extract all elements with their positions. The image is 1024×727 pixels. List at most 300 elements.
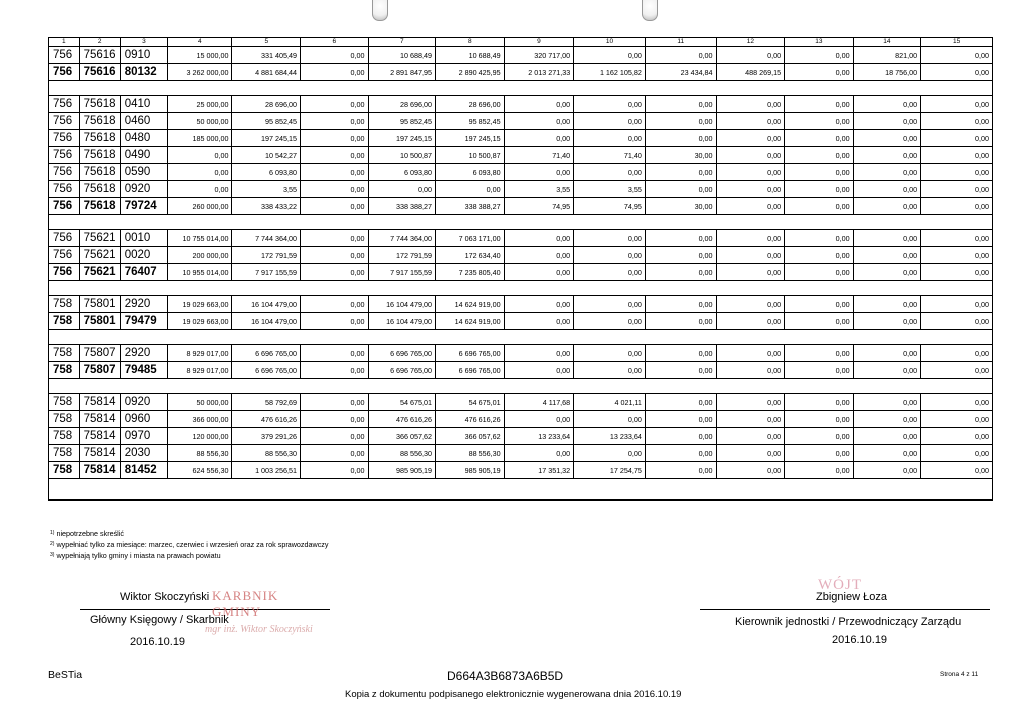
table-cell: 0,00 <box>645 113 716 130</box>
table-cell: 331 405,49 <box>232 47 301 64</box>
table-cell: 338 388,27 <box>436 198 505 215</box>
table-cell: 260 000,00 <box>168 198 232 215</box>
column-number: 11 <box>645 38 716 47</box>
table-cell: 95 852,45 <box>368 113 436 130</box>
table-cell: 0,00 <box>716 130 785 147</box>
table-cell: 0,00 <box>921 362 993 379</box>
table-cell: 0,00 <box>645 264 716 281</box>
table-cell: 88 556,30 <box>232 445 301 462</box>
signer-role: Kierownik jednostki / Przewodniczący Zarządu <box>735 616 962 628</box>
table-cell: 0,00 <box>574 164 646 181</box>
table-row <box>49 147 993 164</box>
sign-date: 2016.10.19 <box>130 636 186 648</box>
table-cell: 0,00 <box>785 462 854 479</box>
budget-table <box>48 37 993 501</box>
table-cell: 16 104 479,00 <box>232 296 301 313</box>
table-cell: 75618 <box>79 147 120 164</box>
table-cell: 0,00 <box>301 313 369 330</box>
table-cell: 23 434,84 <box>645 64 716 81</box>
table-cell: 758 <box>49 394 80 411</box>
table-cell: 25 000,00 <box>168 96 232 113</box>
table-row <box>49 445 993 462</box>
table-cell: 758 <box>49 345 80 362</box>
table-cell: 0,00 <box>853 313 921 330</box>
table-cell: 0,00 <box>436 181 505 198</box>
table-cell: 0,00 <box>645 247 716 264</box>
table-cell: 0,00 <box>921 445 993 462</box>
table-cell: 0,00 <box>645 428 716 445</box>
table-cell: 756 <box>49 113 80 130</box>
table-cell: 0,00 <box>716 113 785 130</box>
table-cell: 476 616,26 <box>232 411 301 428</box>
table-cell: 75618 <box>79 198 120 215</box>
table-cell: 2 891 847,95 <box>368 64 436 81</box>
table-cell: 0,00 <box>716 164 785 181</box>
column-number: 8 <box>436 38 505 47</box>
table-cell: 197 245,15 <box>368 130 436 147</box>
table-cell: 0,00 <box>301 411 369 428</box>
table-cell: 0,00 <box>716 181 785 198</box>
column-number: 5 <box>232 38 301 47</box>
table-cell: 0,00 <box>785 164 854 181</box>
table-cell: 75807 <box>79 362 120 379</box>
table-cell: 16 104 479,00 <box>368 296 436 313</box>
table-cell: 14 624 919,00 <box>436 313 505 330</box>
column-number: 13 <box>785 38 854 47</box>
table-cell: 0,00 <box>574 113 646 130</box>
table-cell: 0,00 <box>853 198 921 215</box>
table-cell: 0,00 <box>853 230 921 247</box>
table-cell: 0,00 <box>301 130 369 147</box>
table-cell: 0,00 <box>785 394 854 411</box>
table-row <box>49 47 993 64</box>
table-cell: 6 696 765,00 <box>368 345 436 362</box>
table-cell: 756 <box>49 130 80 147</box>
table-cell: 0,00 <box>574 47 646 64</box>
table-cell: 15 000,00 <box>168 47 232 64</box>
table-cell: 0,00 <box>574 96 646 113</box>
table-cell: 0,00 <box>301 362 369 379</box>
table-cell: 88 556,30 <box>368 445 436 462</box>
table-cell: 0,00 <box>785 362 854 379</box>
table-cell: 0,00 <box>504 313 574 330</box>
table-cell: 7 744 364,00 <box>368 230 436 247</box>
table-row <box>49 96 993 113</box>
table-cell: 756 <box>49 264 80 281</box>
table-cell: 0,00 <box>716 230 785 247</box>
table-cell: 1 003 256,51 <box>232 462 301 479</box>
column-number: 7 <box>368 38 436 47</box>
table-cell: 28 696,00 <box>436 96 505 113</box>
table-cell: 75807 <box>79 345 120 362</box>
table-cell: 6 696 765,00 <box>436 362 505 379</box>
table-cell: 0,00 <box>785 296 854 313</box>
table-cell: 0460 <box>120 113 167 130</box>
table-cell: 79485 <box>120 362 167 379</box>
table-cell: 0,00 <box>645 445 716 462</box>
table-cell: 0,00 <box>574 411 646 428</box>
table-cell: 758 <box>49 445 80 462</box>
table-cell: 0,00 <box>921 181 993 198</box>
official-stamp: KARBNIK GMINY <box>212 588 279 619</box>
table-cell: 0590 <box>120 164 167 181</box>
table-cell: 0,00 <box>301 113 369 130</box>
table-cell: 0,00 <box>785 147 854 164</box>
signer-name: Zbigniew Łoza <box>816 591 887 603</box>
table-row <box>49 428 993 445</box>
table-cell: 0,00 <box>921 313 993 330</box>
table-cell: 10 500,87 <box>368 147 436 164</box>
table-cell: 75621 <box>79 247 120 264</box>
table-cell: 0,00 <box>921 264 993 281</box>
sign-date: 2016.10.19 <box>832 634 888 646</box>
table-row-total <box>49 198 993 215</box>
table-cell: 756 <box>49 198 80 215</box>
table-cell: 0,00 <box>785 313 854 330</box>
table-cell: 0,00 <box>301 445 369 462</box>
table-cell: 0,00 <box>921 230 993 247</box>
table-cell: 0,00 <box>921 296 993 313</box>
table-cell: 758 <box>49 313 80 330</box>
table-cell: 0,00 <box>168 164 232 181</box>
table-cell: 0,00 <box>921 247 993 264</box>
signature-head <box>700 577 990 646</box>
table-cell: 0,00 <box>853 394 921 411</box>
table-cell: 7 744 364,00 <box>232 230 301 247</box>
punch-hole-left <box>372 0 388 21</box>
table-cell: 0,00 <box>853 247 921 264</box>
table-cell: 3,55 <box>232 181 301 198</box>
table-cell: 756 <box>49 47 80 64</box>
group-separator <box>49 215 993 230</box>
table-cell: 185 000,00 <box>168 130 232 147</box>
table-cell: 0,00 <box>785 96 854 113</box>
table-cell: 0920 <box>120 394 167 411</box>
table-cell: 0,00 <box>645 296 716 313</box>
table-cell: 4 117,68 <box>504 394 574 411</box>
table-cell: 0,00 <box>645 345 716 362</box>
page-number: Strona 4 z 11 <box>940 671 979 678</box>
column-number: 10 <box>574 38 646 47</box>
column-number: 15 <box>921 38 993 47</box>
table-cell: 0,00 <box>716 96 785 113</box>
table-cell: 0,00 <box>921 462 993 479</box>
table-cell: 0,00 <box>921 428 993 445</box>
table-cell: 0,00 <box>853 345 921 362</box>
table-cell: 0,00 <box>168 147 232 164</box>
table-cell: 985 905,19 <box>436 462 505 479</box>
table-cell: 320 717,00 <box>504 47 574 64</box>
column-number: 2 <box>79 38 120 47</box>
table-cell: 0,00 <box>716 264 785 281</box>
table-row <box>49 130 993 147</box>
table-cell: 0,00 <box>368 181 436 198</box>
table-cell: 6 696 765,00 <box>232 345 301 362</box>
table-cell: 756 <box>49 230 80 247</box>
table-cell: 172 791,59 <box>232 247 301 264</box>
signer-role: Główny Księgowy / Skarbnik <box>90 614 229 626</box>
table-cell: 0910 <box>120 47 167 64</box>
table-cell: 0,00 <box>574 230 646 247</box>
table-cell: 0,00 <box>645 164 716 181</box>
table-cell: 0,00 <box>785 264 854 281</box>
table-cell: 19 029 663,00 <box>168 313 232 330</box>
table-cell: 58 792,69 <box>232 394 301 411</box>
column-number: 14 <box>853 38 921 47</box>
table-cell: 338 388,27 <box>368 198 436 215</box>
table-cell: 6 093,80 <box>232 164 301 181</box>
table-cell: 54 675,01 <box>436 394 505 411</box>
footnotes <box>50 528 328 561</box>
table-cell: 0,00 <box>504 130 574 147</box>
footnote: $^{2)}$ wypełniać tylko za miesiące: marzec, czerwiec i wrzesień oraz za rok sprawozdawczy <box>50 540 329 549</box>
table-cell: 172 791,59 <box>368 247 436 264</box>
table-cell: 0,00 <box>716 445 785 462</box>
table-cell: 0,00 <box>574 247 646 264</box>
table-cell: 75814 <box>79 428 120 445</box>
table-cell: 0,00 <box>504 96 574 113</box>
group-separator <box>49 81 993 96</box>
table-cell: 0,00 <box>853 130 921 147</box>
table-cell: 0,00 <box>716 362 785 379</box>
table-cell: 0,00 <box>921 113 993 130</box>
table-cell: 338 433,22 <box>232 198 301 215</box>
table-cell: 30,00 <box>645 147 716 164</box>
signature-treasurer <box>90 585 330 648</box>
table-cell: 2030 <box>120 445 167 462</box>
table-cell: 0,00 <box>574 296 646 313</box>
table-cell: 0,00 <box>853 113 921 130</box>
table-cell: 0,00 <box>716 462 785 479</box>
table-cell: 0,00 <box>853 147 921 164</box>
table-cell: 0,00 <box>785 47 854 64</box>
table-cell: 0960 <box>120 411 167 428</box>
table-cell: 0,00 <box>504 113 574 130</box>
table-cell: 0480 <box>120 130 167 147</box>
table-row <box>49 113 993 130</box>
table-cell: 10 755 014,00 <box>168 230 232 247</box>
table-cell: 2 013 271,33 <box>504 64 574 81</box>
table-cell: 0,00 <box>301 147 369 164</box>
table-cell: 0,00 <box>785 181 854 198</box>
table-cell: 0,00 <box>853 428 921 445</box>
table-cell: 16 104 479,00 <box>368 313 436 330</box>
table-cell: 0,00 <box>785 345 854 362</box>
table-cell: 0,00 <box>301 64 369 81</box>
table-cell: 0,00 <box>716 313 785 330</box>
table-cell: 0,00 <box>504 296 574 313</box>
table-row <box>49 164 993 181</box>
table-cell: 0,00 <box>301 462 369 479</box>
table-cell: 6 093,80 <box>368 164 436 181</box>
table-cell: 0,00 <box>504 445 574 462</box>
table-row <box>49 394 993 411</box>
table-cell: 75618 <box>79 113 120 130</box>
table-cell: 75814 <box>79 394 120 411</box>
table-cell: 0410 <box>120 96 167 113</box>
table-cell: 0,00 <box>504 247 574 264</box>
table-cell: 0,00 <box>504 345 574 362</box>
table-cell: 6 093,80 <box>436 164 505 181</box>
table-row-total <box>49 64 993 81</box>
table-cell: 0,00 <box>853 181 921 198</box>
table-cell: 0,00 <box>645 130 716 147</box>
table-cell: 0,00 <box>853 462 921 479</box>
table-cell: 758 <box>49 462 80 479</box>
table-cell: 88 556,30 <box>168 445 232 462</box>
table-cell: 17 351,32 <box>504 462 574 479</box>
table-cell: 80132 <box>120 64 167 81</box>
table-cell: 0020 <box>120 247 167 264</box>
table-cell: 54 675,01 <box>368 394 436 411</box>
table-cell: 0,00 <box>716 198 785 215</box>
table-cell: 75801 <box>79 296 120 313</box>
table-cell: 0,00 <box>645 313 716 330</box>
table-cell: 0970 <box>120 428 167 445</box>
table-cell: 79479 <box>120 313 167 330</box>
group-separator <box>49 330 993 345</box>
table-cell: 0,00 <box>853 362 921 379</box>
table-cell: 758 <box>49 296 80 313</box>
signer-name: Wiktor Skoczyński <box>120 591 210 603</box>
table-cell: 0,00 <box>853 411 921 428</box>
table-cell: 0,00 <box>785 64 854 81</box>
table-cell: 7 235 805,40 <box>436 264 505 281</box>
table-cell: 366 000,00 <box>168 411 232 428</box>
table-row-total <box>49 362 993 379</box>
table-cell: 0,00 <box>301 345 369 362</box>
table-cell: 0,00 <box>921 47 993 64</box>
table-cell: 0,00 <box>716 147 785 164</box>
table-cell: 624 556,30 <box>168 462 232 479</box>
table-cell: 14 624 919,00 <box>436 296 505 313</box>
table-cell: 1 162 105,82 <box>574 64 646 81</box>
table-cell: 488 269,15 <box>716 64 785 81</box>
column-number: 6 <box>301 38 369 47</box>
table-cell: 476 616,26 <box>368 411 436 428</box>
table-cell: 756 <box>49 147 80 164</box>
table-row-total <box>49 462 993 479</box>
table-cell: 0,00 <box>574 264 646 281</box>
table-cell: 0,00 <box>716 296 785 313</box>
table-cell: 0,00 <box>574 313 646 330</box>
table-row <box>49 181 993 198</box>
table-cell: 0,00 <box>645 230 716 247</box>
table-cell: 0,00 <box>785 445 854 462</box>
column-number-row <box>49 38 993 47</box>
punch-hole-right <box>642 0 658 21</box>
table-cell: 0,00 <box>921 394 993 411</box>
table-cell: 0,00 <box>785 247 854 264</box>
table-cell: 756 <box>49 181 80 198</box>
table-cell: 74,95 <box>504 198 574 215</box>
table-cell: 985 905,19 <box>368 462 436 479</box>
table-cell: 0,00 <box>301 428 369 445</box>
table-cell: 821,00 <box>853 47 921 64</box>
table-row-total <box>49 313 993 330</box>
footnote: $^{3)}$ wypełniają tylko gminy i miasta na prawach powiatu <box>50 551 221 560</box>
table-cell: 16 104 479,00 <box>232 313 301 330</box>
app-name: BeSTia <box>48 669 83 681</box>
table-cell: 172 634,40 <box>436 247 505 264</box>
table-cell: 30,00 <box>645 198 716 215</box>
table-cell: 2 890 425,95 <box>436 64 505 81</box>
table-cell: 74,95 <box>574 198 646 215</box>
table-cell: 0920 <box>120 181 167 198</box>
document-code: D664A3B6873A6B5D <box>447 669 564 683</box>
table-cell: 75616 <box>79 64 120 81</box>
table-cell: 75801 <box>79 313 120 330</box>
table-cell: 10 955 014,00 <box>168 264 232 281</box>
table-cell: 0,00 <box>301 198 369 215</box>
table-cell: 0,00 <box>785 230 854 247</box>
table-cell: 0,00 <box>853 164 921 181</box>
table-cell: 75814 <box>79 411 120 428</box>
table-cell: 0,00 <box>785 113 854 130</box>
table-cell: 0,00 <box>301 247 369 264</box>
table-cell: 0,00 <box>301 230 369 247</box>
table-cell: 10 688,49 <box>436 47 505 64</box>
table-cell: 758 <box>49 411 80 428</box>
table-cell: 8 929 017,00 <box>168 362 232 379</box>
table-cell: 4 881 684,44 <box>232 64 301 81</box>
table-cell: 6 696 765,00 <box>368 362 436 379</box>
table-cell: 0,00 <box>716 411 785 428</box>
table-cell: 75618 <box>79 181 120 198</box>
table-cell: 0490 <box>120 147 167 164</box>
table-cell: 28 696,00 <box>368 96 436 113</box>
table-cell: 4 021,11 <box>574 394 646 411</box>
table-cell: 0,00 <box>716 247 785 264</box>
table-cell: 366 057,62 <box>368 428 436 445</box>
table-cell: 756 <box>49 247 80 264</box>
table-row <box>49 345 993 362</box>
table-cell: 379 291,26 <box>232 428 301 445</box>
table-cell: 0,00 <box>853 296 921 313</box>
table-cell: 0,00 <box>785 130 854 147</box>
table-cell: 76407 <box>120 264 167 281</box>
table-cell: 6 696 765,00 <box>232 362 301 379</box>
table-cell: 0,00 <box>301 164 369 181</box>
table-cell: 0,00 <box>574 362 646 379</box>
table-cell: 0,00 <box>504 164 574 181</box>
table-cell: 19 029 663,00 <box>168 296 232 313</box>
table-cell: 0,00 <box>301 264 369 281</box>
table-cell: 10 500,87 <box>436 147 505 164</box>
table-cell: 88 556,30 <box>436 445 505 462</box>
table-cell: 7 063 171,00 <box>436 230 505 247</box>
column-number: 9 <box>504 38 574 47</box>
table-cell: 0,00 <box>301 394 369 411</box>
table-cell: 0,00 <box>716 345 785 362</box>
table-cell: 0,00 <box>921 96 993 113</box>
table-row <box>49 247 993 264</box>
table-cell: 2920 <box>120 296 167 313</box>
table-row <box>49 411 993 428</box>
table-cell: 0010 <box>120 230 167 247</box>
table-cell: 0,00 <box>921 147 993 164</box>
table-cell: 75621 <box>79 264 120 281</box>
table-cell: 0,00 <box>645 362 716 379</box>
table-cell: 0,00 <box>645 411 716 428</box>
group-separator <box>49 281 993 296</box>
table-cell: 0,00 <box>301 47 369 64</box>
table-row-total <box>49 264 993 281</box>
table-cell: 476 616,26 <box>436 411 505 428</box>
table-cell: 13 233,64 <box>574 428 646 445</box>
table-cell: 81452 <box>120 462 167 479</box>
table-cell: 758 <box>49 362 80 379</box>
